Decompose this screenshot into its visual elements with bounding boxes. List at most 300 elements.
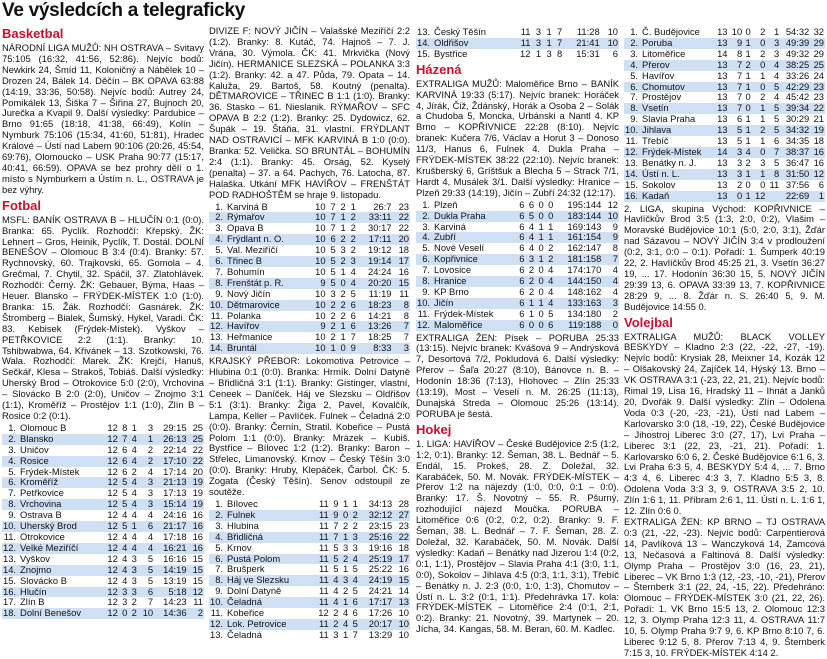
stat-cell: 6 bbox=[545, 320, 555, 331]
stat-cell: 1 bbox=[760, 135, 766, 147]
table-row bbox=[624, 60, 825, 71]
stat-cell: 25 bbox=[192, 421, 203, 433]
stat-cell: 2 bbox=[528, 285, 535, 297]
stat-cell: 24 bbox=[813, 69, 824, 81]
stat-cell: 10 bbox=[315, 265, 326, 277]
stat-cell: 11 bbox=[769, 178, 780, 190]
rank-cell: 1. bbox=[630, 26, 639, 37]
stat-cell: 6 bbox=[122, 465, 128, 477]
team-cell: Dolní Datyně bbox=[227, 585, 282, 597]
stat-cell: 4 bbox=[128, 499, 137, 510]
team-cell: Havířov bbox=[224, 321, 309, 332]
stat-cell: 2 bbox=[327, 321, 337, 332]
stat-cell: 33:26 bbox=[785, 69, 810, 81]
team-cell: Čeladná bbox=[227, 628, 262, 640]
rank-cell: 2. bbox=[2, 434, 17, 445]
stat-cell: 1 bbox=[745, 69, 751, 81]
stat-cell: 0 bbox=[538, 307, 544, 319]
stat-cell: 18:23 bbox=[357, 300, 393, 311]
stat-cell: 6 bbox=[519, 285, 525, 297]
team-cell: Chomutov bbox=[639, 82, 714, 93]
stat-cell: 1 bbox=[337, 212, 347, 223]
stat-cell: 2 bbox=[347, 212, 357, 223]
stat-cell: 5 bbox=[766, 82, 780, 93]
stat-cell: 4 bbox=[612, 264, 618, 276]
stat-cell: 11 bbox=[313, 575, 330, 586]
stat-cell: 4 bbox=[119, 565, 128, 576]
rank-cell: 7. bbox=[630, 91, 639, 103]
stat-cell: 9 bbox=[309, 278, 326, 289]
team-cell: Ostrava B bbox=[20, 509, 62, 521]
team-cell: Bystřice bbox=[434, 47, 468, 59]
table-row bbox=[2, 576, 204, 587]
team-cell: Brušperk bbox=[227, 563, 265, 575]
column-1 bbox=[2, 26, 204, 619]
stat-cell: 12 bbox=[102, 587, 118, 598]
team-cell: Č. Budějovice bbox=[642, 26, 700, 37]
stat-cell: 16:16 bbox=[163, 552, 187, 564]
stat-cell: 34:32 bbox=[780, 125, 810, 136]
stat-cell: 1 bbox=[745, 113, 751, 125]
rank-cell: 14. bbox=[417, 36, 431, 48]
stat-cell: 4 bbox=[528, 242, 535, 254]
stat-cell: 6 bbox=[516, 298, 526, 309]
stat-cell: 2 bbox=[349, 510, 359, 521]
rank-cell: 7. bbox=[8, 487, 17, 499]
rank-cell: 8. bbox=[624, 103, 639, 114]
stat-cell: 1 bbox=[535, 47, 542, 59]
stat-cell: 1 bbox=[535, 298, 545, 309]
stat-cell: 19:14 bbox=[357, 256, 393, 267]
stat-cell: 4 bbox=[347, 278, 357, 289]
rank-cell: 7. bbox=[215, 563, 224, 575]
stat-cell: 4 bbox=[525, 232, 535, 243]
stat-cell: 15:31 bbox=[576, 47, 600, 59]
stat-cell: 5 bbox=[119, 499, 128, 510]
stat-cell: 10 bbox=[315, 287, 326, 299]
stat-cell: 25 bbox=[810, 60, 825, 71]
stat-cell: 7 bbox=[729, 60, 744, 71]
stat-cell: 4 bbox=[138, 543, 154, 554]
team-cell: Frýdek-Místek bbox=[639, 147, 714, 158]
stat-cell: 7 bbox=[736, 69, 743, 81]
stat-cell: 9 bbox=[347, 343, 357, 354]
stat-cell: 11 bbox=[520, 26, 531, 37]
stat-cell: 2 bbox=[330, 619, 340, 630]
stat-cell: 7 bbox=[553, 38, 564, 49]
stat-cell: 6 bbox=[347, 321, 357, 332]
stat-cell: 0 bbox=[602, 320, 619, 331]
stat-cell: 3 bbox=[339, 575, 349, 586]
basketbal-report: NÁRODNÍ LIGA MUŽŮ: NH OSTRAVA – Svitavy 75:105 (16:32, 41:56, 52:86). Nejvíc bodů: Newkirk 24, Šmíd 11, Koloničný a Nábělek 10 – Drozen 24, Bálek 14. Děčín – BK OPAVA 63:88 (14:19, 33:36, 50:58). Nejvíc bodů: Autrey 24, Pomikálek 13, Šiška 7 – Šiřina 27, Bujnoch 20, Jurečka a Kvapil 9. Další výsledky: Pardubice – Brno 91:65 (18:18, 41:38, 66:49), Kolín – Nymburk 75:106 (15:34, 41:60, 51:81), Hradec Králové – Ústí nad Labem 90:106 (20:26, 45:54, 69:76), Olomoucko – USK Praha 90:77 (15:17, 40:41, 66:59). OPAVA se bez prohry dělí o 1. místo s Nymburkem a Ústím n. L., OSTRAVA je bez výhry. bbox=[2, 42, 204, 195]
stat-cell: 2 bbox=[128, 608, 137, 619]
stat-cell: 12 bbox=[318, 607, 329, 619]
stat-cell: 10 bbox=[309, 300, 326, 311]
stat-cell: 1 bbox=[743, 125, 752, 136]
rank-cell: 5. bbox=[422, 242, 431, 254]
stat-cell: 0 bbox=[745, 26, 751, 37]
stat-cell: 21:41 bbox=[563, 38, 600, 49]
stat-cell: 1 bbox=[528, 307, 535, 319]
rank-cell: 6. bbox=[416, 254, 431, 265]
team-cell: Dukla Praha bbox=[431, 211, 516, 222]
stat-cell: 11 bbox=[313, 554, 330, 565]
stat-cell: 8 bbox=[612, 242, 618, 254]
rank-cell: 3. bbox=[630, 47, 639, 59]
stat-cell: 3 bbox=[774, 47, 780, 59]
stat-cell: 13 bbox=[717, 26, 728, 37]
stat-cell: 1 bbox=[342, 563, 349, 575]
stat-cell: 9 bbox=[729, 38, 744, 49]
stat-cell: 7 bbox=[729, 82, 744, 93]
stat-cell: 11 bbox=[319, 519, 329, 531]
stat-cell: 13 bbox=[717, 69, 728, 81]
stat-cell: 5 bbox=[330, 554, 340, 565]
stat-cell: 6 bbox=[349, 597, 359, 608]
stat-cell: 6 bbox=[138, 587, 154, 598]
stat-cell: 11:19 bbox=[368, 287, 392, 299]
team-cell: Dětmarovice bbox=[224, 300, 309, 311]
stat-cell: 17 bbox=[393, 256, 410, 267]
stat-cell: 17:13 bbox=[163, 487, 187, 499]
stat-cell: 29 bbox=[810, 38, 825, 49]
team-cell: Český Těšín bbox=[434, 26, 486, 37]
stat-cell: 1 bbox=[535, 254, 545, 265]
team-cell: Petřkovice bbox=[20, 487, 64, 499]
stat-cell: 0 bbox=[743, 103, 752, 114]
table-row bbox=[209, 543, 410, 554]
stat-cell: 4 bbox=[119, 543, 128, 554]
stat-cell: 3 bbox=[131, 574, 137, 586]
stat-cell: 2 bbox=[337, 234, 347, 245]
stat-cell: 16 bbox=[810, 147, 825, 158]
stat-cell: 2 bbox=[350, 222, 356, 234]
stat-cell: 18 bbox=[813, 135, 824, 147]
stat-cell: 4 bbox=[128, 434, 137, 445]
team-cell: Bílovec bbox=[227, 497, 258, 509]
stat-cell: 0 bbox=[745, 91, 751, 103]
team-cell: Pustá Polom bbox=[224, 554, 313, 565]
stat-cell: 24:16 bbox=[163, 509, 187, 521]
stat-cell: 7 bbox=[350, 331, 356, 343]
stat-cell: 26:13 bbox=[154, 434, 187, 445]
stat-cell: 1 bbox=[525, 298, 535, 309]
stat-cell: 12 bbox=[107, 530, 118, 542]
stat-cell: 23 bbox=[398, 519, 409, 531]
stat-cell: 14 bbox=[398, 585, 409, 597]
stat-cell: 3 bbox=[330, 287, 336, 299]
msfl-standings-table bbox=[2, 423, 204, 619]
stat-cell: 3 bbox=[349, 532, 359, 543]
team-cell: Přerov bbox=[639, 60, 714, 71]
rank-cell: 5. bbox=[630, 69, 639, 81]
stat-cell: 16 bbox=[398, 563, 409, 575]
team-cell: Třinec B bbox=[224, 256, 309, 267]
stat-cell: 2 bbox=[147, 443, 154, 455]
divize-f-standings-table bbox=[209, 202, 410, 355]
stat-cell: 12 bbox=[107, 509, 118, 521]
table-row bbox=[416, 211, 619, 222]
team-cell: Havířov bbox=[642, 69, 675, 81]
stat-cell: 1 bbox=[743, 191, 752, 202]
stat-cell: 183:144 bbox=[554, 211, 602, 222]
hokej-standings-table bbox=[624, 27, 825, 202]
stat-cell: 2 bbox=[330, 309, 336, 321]
stat-cell: 4 bbox=[342, 607, 349, 619]
stat-cell: 2 bbox=[548, 242, 554, 254]
stat-cell: 2 bbox=[350, 244, 356, 256]
stat-cell: 12 bbox=[102, 499, 118, 510]
stat-cell: 2 bbox=[339, 554, 349, 565]
team-cell: Ústí n. L. bbox=[639, 169, 714, 180]
stat-cell: 0 bbox=[538, 264, 544, 276]
rank-cell: 11. bbox=[3, 530, 17, 542]
stat-cell: 2 bbox=[340, 287, 346, 299]
team-cell: Třebíč bbox=[642, 135, 669, 147]
stat-cell: 2 bbox=[340, 200, 346, 212]
rank-cell: 12. bbox=[210, 617, 224, 629]
stat-cell: 6 bbox=[516, 320, 526, 331]
team-cell: Heřmanice bbox=[227, 331, 273, 343]
stat-cell: 11:28 bbox=[576, 26, 600, 37]
rank-cell: 13. bbox=[625, 156, 639, 168]
stat-cell: 2 bbox=[327, 300, 337, 311]
stat-cell: 12 bbox=[810, 169, 825, 180]
stat-cell: 3 bbox=[122, 596, 128, 608]
stat-cell: 1 bbox=[548, 220, 554, 232]
stat-cell: 4 bbox=[766, 60, 780, 71]
stat-cell: 5 bbox=[352, 585, 358, 597]
stat-cell: 13 bbox=[714, 125, 729, 136]
stat-cell: 3 bbox=[531, 38, 542, 49]
stat-cell: 7 bbox=[736, 91, 743, 103]
stat-cell: 0 bbox=[525, 320, 535, 331]
team-cell: Val. Meziříčí bbox=[227, 244, 278, 256]
rank-cell: 5. bbox=[8, 465, 17, 477]
stat-cell: 3 bbox=[546, 47, 552, 59]
rank-cell: 15. bbox=[625, 178, 639, 190]
stat-cell: 9 bbox=[612, 220, 618, 232]
stat-cell: 4 bbox=[131, 487, 137, 499]
stat-cell: 31:50 bbox=[780, 169, 810, 180]
team-cell: Hlubina bbox=[227, 519, 259, 531]
team-cell: Prostějov bbox=[642, 91, 682, 103]
stat-cell: 0 bbox=[535, 211, 545, 222]
stat-cell: 38:37 bbox=[780, 147, 810, 158]
rank-cell: 12. bbox=[210, 320, 224, 332]
team-cell: Jihlava bbox=[639, 125, 714, 136]
stat-cell: 2 bbox=[760, 47, 766, 59]
stat-cell: 17:14 bbox=[163, 465, 187, 477]
rank-cell: 5. bbox=[215, 541, 224, 553]
stat-cell: 12 bbox=[107, 574, 118, 586]
stat-cell: 12 bbox=[752, 191, 767, 202]
rank-cell: 1. bbox=[422, 198, 431, 210]
stat-cell: 1 bbox=[128, 521, 137, 532]
stat-cell: 3 bbox=[766, 38, 780, 49]
team-cell: Lok. Petrovice bbox=[224, 619, 313, 630]
rank-cell: 10. bbox=[210, 596, 224, 608]
stat-cell: 34:13 bbox=[368, 497, 393, 509]
team-cell: Opava B bbox=[227, 222, 264, 234]
stat-cell: 4 bbox=[128, 543, 137, 554]
stat-cell: 10 bbox=[398, 628, 409, 640]
stat-cell: 12 bbox=[520, 47, 531, 59]
table-row bbox=[209, 532, 410, 543]
stat-cell: 11 bbox=[319, 628, 329, 640]
stat-cell: 42:29 bbox=[780, 82, 810, 93]
stat-cell: 3 bbox=[119, 587, 128, 598]
stat-cell: 13 bbox=[714, 103, 729, 114]
stat-cell: 5 bbox=[736, 135, 743, 147]
rank-cell: 15. bbox=[417, 47, 431, 59]
stat-cell: 2 bbox=[745, 156, 751, 168]
stat-cell: 4 bbox=[545, 276, 555, 287]
rank-cell: 7. bbox=[422, 264, 431, 276]
stat-cell: 6 bbox=[519, 220, 525, 232]
stat-cell: 2 bbox=[131, 465, 137, 477]
stat-cell: 0 bbox=[538, 198, 544, 210]
team-cell: Kopřivnice bbox=[431, 254, 516, 265]
stat-cell: 10 bbox=[309, 234, 326, 245]
stat-cell: 6 bbox=[736, 113, 743, 125]
rank-cell: 2. bbox=[209, 212, 224, 223]
rank-cell: 14. bbox=[3, 563, 17, 575]
stat-cell: 7 bbox=[403, 331, 409, 343]
stat-cell: 12 bbox=[607, 198, 618, 210]
table-row bbox=[2, 565, 204, 576]
stat-cell: 14 bbox=[717, 47, 728, 59]
stat-cell: 4 bbox=[128, 477, 137, 488]
stat-cell: 10 bbox=[607, 26, 618, 37]
stat-cell: 0 bbox=[752, 147, 767, 158]
hokej-2-liga-report: 2. LIGA, skupina Východ: KOPŘIVNICE – Havlíčkův Brod 3:5 (1:3, 2:0, 0:2), Vlašim – Moravské Budějovice 10:1 (5:0, 2:0, 3:1), Žďár nad Sázavou – NOVÝ JIČÍN 3:4 v prodloužení (0:2, 3:1, 0:0 – 0:1). Pořadí: 1. Šumperk 40:19 22, 2. Havlíčkův Brod 45:25 21, 3. Vsetín 36:27 19, ... 17. Hodonín 36:30 15, 5. NOVÝ JIČÍN 29:39 13, 6. OPAVA 33:39 13, 7. KOPŘIVNICE 28:29 9, ... 8. Žďár n. S. 26:40 5, 9. M. Budějovice 14:55 0. bbox=[624, 202, 825, 312]
stat-cell: 144:150 bbox=[554, 276, 602, 287]
stat-cell: 6 bbox=[519, 198, 525, 210]
rank-cell: 12. bbox=[625, 145, 639, 157]
section-heading-hazena: Házená bbox=[416, 61, 462, 77]
rank-cell: 9. bbox=[8, 509, 17, 521]
rank-cell: 13. bbox=[210, 628, 224, 640]
stat-cell: 12 bbox=[102, 608, 118, 619]
stat-cell: 3 bbox=[138, 477, 154, 488]
stat-cell: 20 bbox=[192, 465, 203, 477]
rank-cell: 4. bbox=[416, 232, 431, 243]
stat-cell: 19 bbox=[188, 499, 204, 510]
stat-cell: 6 bbox=[516, 254, 526, 265]
stat-cell: 14:21 bbox=[368, 309, 392, 321]
stat-cell: 6 bbox=[528, 198, 535, 210]
stat-cell: 17:26 bbox=[368, 607, 393, 619]
stat-cell: 19 bbox=[188, 477, 204, 488]
stat-cell: 6 bbox=[519, 307, 525, 319]
rank-cell: 1. bbox=[215, 497, 224, 509]
stat-cell: 9 bbox=[602, 232, 619, 243]
stat-cell: 12 bbox=[188, 587, 204, 598]
stat-cell: 13 bbox=[714, 60, 729, 71]
stat-cell: 1 bbox=[138, 434, 154, 445]
stat-cell: 49:32 bbox=[785, 47, 810, 59]
rank-cell: 10. bbox=[625, 124, 639, 136]
stat-cell: 24:24 bbox=[368, 265, 392, 277]
rank-cell: 13. bbox=[210, 331, 224, 343]
stat-cell: 16 bbox=[813, 156, 824, 168]
stat-cell: 22 bbox=[810, 103, 825, 114]
stat-cell: 3 bbox=[128, 565, 137, 576]
krajsky-prebor-report: KRAJSKÝ PŘEBOR: Lokomotiva Petrovice – Hlubina 0:1 (0:0). Branka: Hrmík. Dolní Datyně – Břidličná 3:1 (1:1). Branky: Gistinger, vlastní, Ceneek – Daníček. Háj ve Slezsku – Oldřišov 5:1 (3:1). Branky: Žiga 2, Pavel, Kovalčík, Lampa, Keller – Pavlíček. Fulnek – Čeladná 2:0 (0:0). Branky: Černín, Stratil. Kobeřice – Pustá Polom 1:1 (0:0). Branky: Mrázek – Kubiš. Bystřice – Bílovec 1:2 (1:2). Branky: Baron – Střelec, Limanovský. Krnov – Český Těšín 3:0 (0:0). Branky: Hruby, Klepáček, Čarbol. ČK: 5. Zogata (Český Těšín). Senov odstoupil ze soutěže. bbox=[209, 355, 410, 498]
table-row bbox=[624, 180, 825, 191]
stat-cell: 181:158 bbox=[554, 254, 602, 265]
stat-cell: 4 bbox=[548, 285, 554, 297]
table-row bbox=[2, 608, 204, 619]
rank-cell: 1. bbox=[215, 200, 224, 212]
team-cell: Znojmo bbox=[17, 565, 102, 576]
stat-cell: 5 bbox=[147, 574, 154, 586]
table-row bbox=[416, 49, 619, 60]
rank-cell: 11. bbox=[210, 309, 224, 321]
team-cell: Blansko bbox=[17, 434, 102, 445]
rank-cell: 13. bbox=[417, 26, 431, 37]
column-2 bbox=[209, 25, 410, 640]
rank-cell: 2. bbox=[624, 38, 639, 49]
stat-cell: 4 bbox=[774, 69, 780, 81]
stat-cell: 6 bbox=[122, 443, 128, 455]
rank-cell: 16. bbox=[625, 189, 639, 201]
rank-cell: 5. bbox=[215, 244, 224, 256]
stat-cell: 3 bbox=[147, 487, 154, 499]
stat-cell: 3 bbox=[347, 256, 357, 267]
stat-cell: 12 bbox=[102, 477, 118, 488]
stat-cell: 7 bbox=[393, 321, 410, 332]
stat-cell: 1 bbox=[545, 232, 555, 243]
team-cell: Nový Jičín bbox=[227, 287, 271, 299]
stat-cell: 3 bbox=[729, 169, 744, 180]
team-cell: Otrokovice bbox=[20, 530, 65, 542]
rank-cell: 6. bbox=[2, 477, 17, 488]
stat-cell: 12 bbox=[107, 443, 118, 455]
stat-cell: 10 bbox=[315, 200, 326, 212]
team-cell: Frýdek-Místek bbox=[20, 465, 80, 477]
stat-cell: 4 bbox=[339, 619, 349, 630]
stat-cell: 12 bbox=[107, 552, 118, 564]
table-row bbox=[416, 200, 619, 211]
stat-cell: 3 bbox=[128, 587, 137, 598]
stat-cell: 6 bbox=[138, 521, 154, 532]
table-row bbox=[2, 456, 204, 467]
team-cell: Oldřišov bbox=[431, 38, 513, 49]
stat-cell: 11 bbox=[319, 563, 329, 575]
rank-cell: 4. bbox=[209, 532, 224, 543]
stat-cell: 2 bbox=[347, 234, 357, 245]
stat-cell: 10 bbox=[315, 222, 326, 234]
stat-cell: 0 bbox=[538, 285, 544, 297]
stat-cell: 5 bbox=[122, 487, 128, 499]
stat-cell: 1 bbox=[546, 26, 552, 37]
stat-cell: 1 bbox=[760, 69, 766, 81]
team-cell: Sokolov bbox=[642, 178, 676, 190]
stat-cell: 19:16 bbox=[368, 541, 393, 553]
stat-cell: 24:19 bbox=[359, 575, 393, 586]
rank-cell: 11. bbox=[417, 307, 431, 319]
stat-cell: 2 bbox=[528, 264, 535, 276]
stat-cell: 3 bbox=[340, 244, 346, 256]
stat-cell: 33:11 bbox=[357, 212, 393, 223]
stat-cell: 29 bbox=[813, 47, 824, 59]
stat-cell: 3 bbox=[525, 254, 535, 265]
team-cell: Plzeň bbox=[434, 198, 458, 210]
stat-cell: 3 bbox=[147, 421, 154, 433]
stat-cell: 4 bbox=[128, 456, 137, 467]
